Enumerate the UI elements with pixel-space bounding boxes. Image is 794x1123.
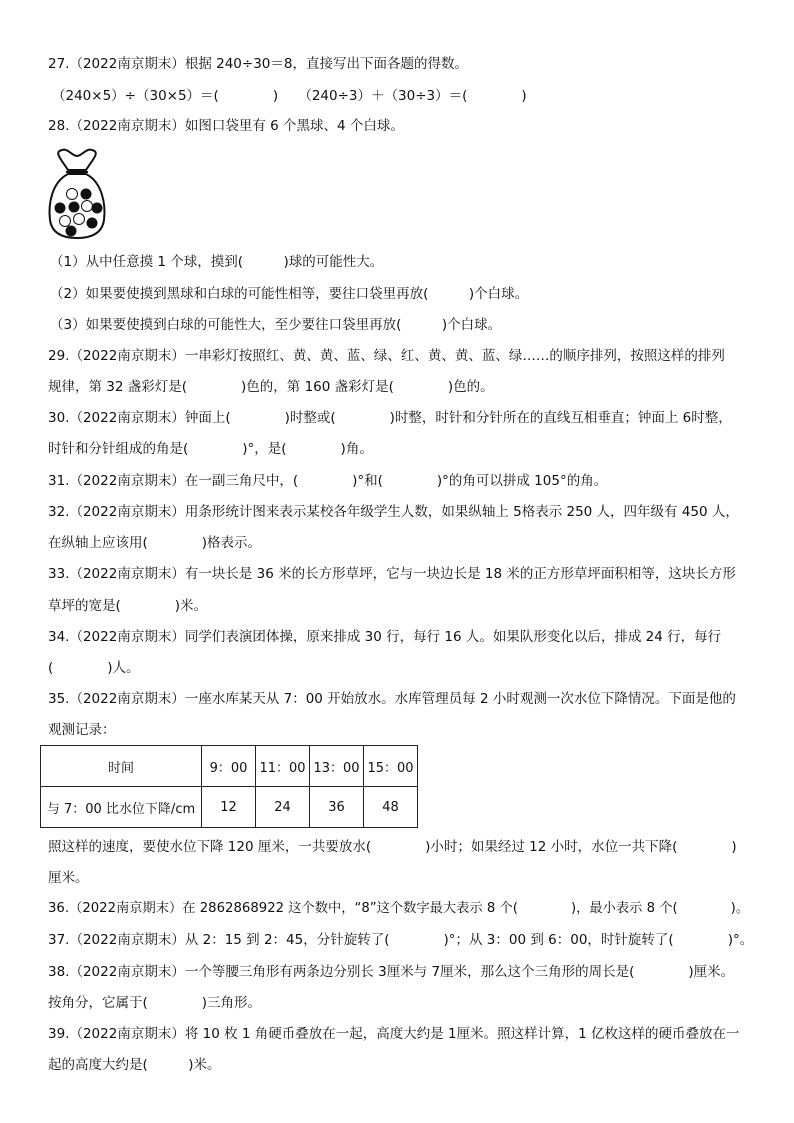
q39-text-line1: 39.（2022南京期末）将 10 枚 1 角硬币叠放在一起，高度大约是 1厘米。照这样计算，1 亿枚这样的硬币叠放在一: [48, 1026, 740, 1042]
table-cell-time: 11：00: [256, 746, 310, 787]
q35-text-line3: 照这样的速度，要使水位下降 120 厘米，一共要放水( )小时；如果经过 12 小时，水位一共下降( ): [48, 839, 737, 855]
q38-text-line1: 38.（2022南京期末）一个等腰三角形有两条边分别长 3厘米与 7厘米，那么这个三角形的周长是( )厘米。: [48, 964, 735, 980]
q35-text-line1: 35.（2022南京期末）一座水库某天从 7：00 开始放水。水库管理员每 2 小时观测一次水位下降情况。下面是他的: [48, 691, 736, 707]
q28-part2: （2）如果要使摸到黑球和白球的可能性相等，要往口袋里再放( )个白球。: [50, 286, 529, 302]
table-row: [41, 787, 418, 828]
table-row: [41, 746, 418, 787]
table-row-label: 与 7：00 比水位下降/cm: [41, 787, 202, 828]
q33-text-line2: 草坪的宽是( )米。: [48, 598, 208, 614]
q29-text-line1: 29.（2022南京期末）一串彩灯按照红、黄、黄、蓝、绿、红、黄、黄、蓝、绿……的顺序排列，按照这样的排列: [48, 348, 725, 364]
q35-text-line4: 厘米。: [48, 870, 89, 886]
q36-text: 36.（2022南京期末）在 2862868922 这个数中，“8”这个数字最大表示 8 个( )，最小表示 8 个( )。: [48, 901, 750, 916]
q32-text-line1: 32.（2022南京期末）用条形统计图来表示某校各年级学生人数，如果纵轴上 5格表示 250 人，四年级有 450 人，: [48, 504, 739, 520]
q30-text-line2: 时针和分针组成的角是( )°，是( )角。: [48, 441, 373, 457]
q39-text-line2: 起的高度大约是( )米。: [48, 1057, 221, 1073]
table-header-time: 时间: [41, 746, 202, 787]
q31-text: 31.（2022南京期末）在一副三角尺中，( )°和( )°的角可以拼成 105°的角。: [48, 473, 608, 489]
table-cell-value: 12: [202, 787, 256, 828]
table-cell-time: 9：00: [202, 746, 256, 787]
q28-text: 28.（2022南京期末）如图口袋里有 6 个黑球、4 个白球。: [48, 118, 404, 134]
q34-text-line1: 34.（2022南京期末）同学们表演团体操，原来排成 30 行，每行 16 人。如果队形变化以后，排成 24 行，每行: [48, 629, 722, 645]
q32-text-line2: 在纵轴上应该用( )格表示。: [48, 535, 262, 551]
water-level-table: [40, 745, 418, 828]
table-cell-time: 13：00: [310, 746, 364, 787]
q28-part3: （3）如果要使摸到白球的可能性大，至少要往口袋里再放( )个白球。: [50, 317, 502, 333]
q37-text: 37.（2022南京期末）从 2：15 到 2：45，分针旋转了( )°；从 3：00 到 6：00，时针旋转了( )°。: [48, 932, 754, 948]
q35-text-line2: 观测记录：: [48, 722, 116, 738]
q38-text-line2: 按角分，它属于( )三角形。: [48, 995, 262, 1011]
table-cell-value: 36: [310, 787, 364, 828]
table-cell-time: 15：00: [364, 746, 418, 787]
q27-text: 27.（2022南京期末）根据 240÷30＝8，直接写出下面各题的得数。: [48, 56, 468, 72]
table-cell-value: 24: [256, 787, 310, 828]
ball-bag-figure: [46, 146, 108, 240]
table-cell-value: 48: [364, 787, 418, 828]
q30-text-line1: 30.（2022南京期末）钟面上( )时整或( )时整，时针和分针所在的直线互相垂直；钟面上 6时整，: [48, 410, 732, 426]
q27-equations: （240×5）÷（30×5）＝( ) （240÷3）＋（30÷3）＝( ): [52, 88, 527, 104]
q29-text-line2: 规律，第 32 盏彩灯是( )色的，第 160 盏彩灯是( )色的。: [48, 379, 494, 395]
q33-text-line1: 33.（2022南京期末）有一块长是 36 米的长方形草坪，它与一块边长是 18 米的正方形草坪面积相等，这块长方形: [48, 566, 736, 582]
q34-text-line2: ( )人。: [48, 660, 140, 676]
q28-part1: （1）从中任意摸 1 个球，摸到( )球的可能性大。: [50, 254, 384, 270]
